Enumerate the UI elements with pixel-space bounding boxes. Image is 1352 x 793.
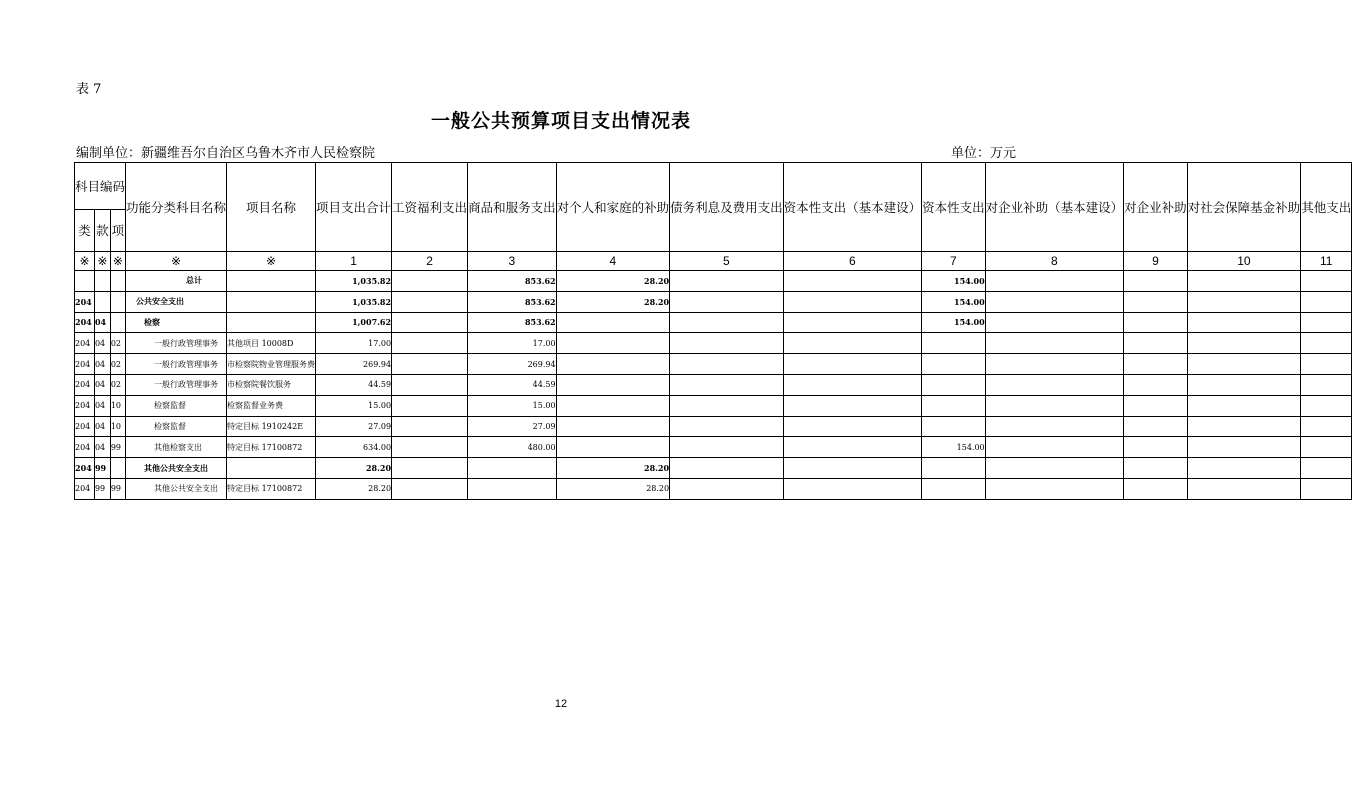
value-cell	[1124, 312, 1188, 333]
value-cell	[922, 478, 986, 499]
index-cell: 7	[922, 252, 986, 271]
value-cell: 27.09	[468, 416, 557, 437]
header-col-10: 对社会保障基金补助	[1187, 163, 1301, 252]
value-cell: 44.59	[468, 374, 557, 395]
page-number: 12	[554, 698, 568, 710]
value-cell	[392, 416, 468, 437]
code-xiang-cell: 10	[110, 416, 125, 437]
value-cell	[670, 312, 784, 333]
value-cell	[783, 312, 922, 333]
code-kuan-cell: 04	[94, 354, 110, 375]
index-cell: 8	[985, 252, 1124, 271]
table-row	[75, 354, 1352, 375]
value-cell	[1124, 374, 1188, 395]
code-kuan-cell: 04	[94, 374, 110, 395]
value-cell	[985, 458, 1124, 479]
code-xiang-cell	[110, 312, 125, 333]
value-cell: 17.00	[316, 333, 392, 354]
project-name-cell	[227, 291, 316, 312]
value-cell: 28.20	[316, 478, 392, 499]
header-function-name: 功能分类科目名称	[126, 163, 227, 252]
value-cell	[670, 437, 784, 458]
function-name-cell: 一般行政管理事务	[126, 354, 227, 375]
value-cell	[556, 354, 670, 375]
index-cell: ※	[94, 252, 110, 271]
value-cell	[1124, 291, 1188, 312]
value-cell	[1301, 458, 1352, 479]
value-cell	[1301, 354, 1352, 375]
value-cell	[985, 478, 1124, 499]
value-cell: 154.00	[922, 437, 986, 458]
page-title: 一般公共预算项目支出情况表	[430, 110, 691, 132]
project-name-cell: 市检察院物业管理服务费	[227, 354, 316, 375]
index-cell: 11	[1301, 252, 1352, 271]
value-cell	[985, 354, 1124, 375]
function-name-cell: 检察监督	[126, 416, 227, 437]
value-cell	[985, 374, 1124, 395]
code-xiang-cell	[110, 271, 125, 292]
value-cell	[392, 354, 468, 375]
code-lei-cell: 204	[75, 395, 95, 416]
value-cell	[1124, 271, 1188, 292]
value-cell	[783, 478, 922, 499]
value-cell	[1124, 478, 1188, 499]
code-lei-cell: 204	[75, 333, 95, 354]
index-cell: 1	[316, 252, 392, 271]
header-col-9: 对企业补助	[1124, 163, 1188, 252]
value-cell	[1187, 395, 1301, 416]
project-name-cell	[227, 312, 316, 333]
code-lei-cell: 204	[75, 354, 95, 375]
value-cell	[392, 271, 468, 292]
value-cell	[1187, 291, 1301, 312]
value-cell: 28.20	[316, 458, 392, 479]
header-col-11: 其他支出	[1301, 163, 1352, 252]
value-cell: 28.20	[556, 478, 670, 499]
index-cell: ※	[75, 252, 95, 271]
value-cell	[1301, 333, 1352, 354]
code-kuan-cell: 99	[94, 458, 110, 479]
value-cell	[783, 374, 922, 395]
code-kuan-cell: 99	[94, 478, 110, 499]
value-cell	[392, 478, 468, 499]
value-cell: 634.00	[316, 437, 392, 458]
organization-label: 编制单位：新疆维吾尔自治区乌鲁木齐市人民检察院	[76, 146, 376, 161]
value-cell	[985, 395, 1124, 416]
value-cell: 480.00	[468, 437, 557, 458]
value-cell	[1301, 374, 1352, 395]
value-cell	[783, 354, 922, 375]
value-cell	[1124, 333, 1188, 354]
value-cell	[783, 395, 922, 416]
code-kuan-cell: 04	[94, 312, 110, 333]
project-name-cell: 检察监督业务费	[227, 395, 316, 416]
value-cell	[985, 416, 1124, 437]
value-cell	[556, 312, 670, 333]
table-row	[75, 458, 1352, 479]
value-cell	[985, 271, 1124, 292]
value-cell	[1187, 354, 1301, 375]
function-name-cell: 检察	[126, 312, 227, 333]
index-cell: 3	[468, 252, 557, 271]
value-cell: 269.94	[468, 354, 557, 375]
value-cell	[1124, 395, 1188, 416]
value-cell	[1187, 271, 1301, 292]
value-cell	[1187, 458, 1301, 479]
index-cell: 6	[783, 252, 922, 271]
header-col-4: 对个人和家庭的补助	[556, 163, 670, 252]
value-cell	[1301, 271, 1352, 292]
header-col-3: 商品和服务支出	[468, 163, 557, 252]
value-cell: 28.20	[556, 291, 670, 312]
value-cell	[783, 458, 922, 479]
value-cell	[556, 437, 670, 458]
code-kuan-cell	[94, 271, 110, 292]
value-cell	[783, 416, 922, 437]
project-name-cell: 市检察院餐饮服务	[227, 374, 316, 395]
index-cell: 5	[670, 252, 784, 271]
table-row	[75, 437, 1352, 458]
header-kuan: 款	[94, 210, 110, 252]
table-row	[75, 271, 1352, 292]
table-row	[75, 416, 1352, 437]
table-number-label: 表 7	[76, 82, 102, 97]
index-cell: ※	[227, 252, 316, 271]
value-cell	[922, 458, 986, 479]
table-row	[75, 333, 1352, 354]
value-cell	[1301, 312, 1352, 333]
value-cell	[670, 271, 784, 292]
value-cell	[670, 354, 784, 375]
value-cell	[670, 291, 784, 312]
value-cell	[1301, 416, 1352, 437]
value-cell	[922, 354, 986, 375]
value-cell	[468, 478, 557, 499]
value-cell	[1187, 478, 1301, 499]
value-cell	[556, 374, 670, 395]
table-row	[75, 374, 1352, 395]
value-cell	[1187, 416, 1301, 437]
value-cell: 154.00	[922, 271, 986, 292]
code-lei-cell	[75, 271, 95, 292]
value-cell	[922, 333, 986, 354]
code-xiang-cell: 99	[110, 437, 125, 458]
value-cell	[392, 374, 468, 395]
project-name-cell: 特定目标 1910242E	[227, 416, 316, 437]
value-cell	[392, 395, 468, 416]
value-cell	[922, 395, 986, 416]
value-cell	[670, 458, 784, 479]
value-cell: 1,035.82	[316, 271, 392, 292]
value-cell: 154.00	[922, 312, 986, 333]
value-cell: 17.00	[468, 333, 557, 354]
function-name-cell: 一般行政管理事务	[126, 333, 227, 354]
code-lei-cell: 204	[75, 312, 95, 333]
value-cell	[783, 271, 922, 292]
table-row	[75, 395, 1352, 416]
value-cell	[1301, 291, 1352, 312]
project-name-cell: 特定目标 17100872	[227, 478, 316, 499]
value-cell	[985, 312, 1124, 333]
value-cell	[1124, 458, 1188, 479]
index-cell: 9	[1124, 252, 1188, 271]
value-cell	[1301, 478, 1352, 499]
code-kuan-cell: 04	[94, 395, 110, 416]
function-name-cell: 公共安全支出	[126, 291, 227, 312]
value-cell: 269.94	[316, 354, 392, 375]
code-xiang-cell	[110, 458, 125, 479]
value-cell	[985, 437, 1124, 458]
value-cell	[392, 437, 468, 458]
header-code-group: 科目编码	[75, 163, 126, 210]
value-cell	[1187, 437, 1301, 458]
value-cell	[1301, 395, 1352, 416]
value-cell: 853.62	[468, 312, 557, 333]
function-name-cell: 总计	[126, 271, 227, 292]
code-lei-cell: 204	[75, 458, 95, 479]
project-name-cell: 特定目标 17100872	[227, 437, 316, 458]
value-cell	[985, 291, 1124, 312]
project-name-cell: 其他项目 10008D	[227, 333, 316, 354]
value-cell: 1,035.82	[316, 291, 392, 312]
function-name-cell: 检察监督	[126, 395, 227, 416]
value-cell	[1124, 437, 1188, 458]
code-xiang-cell	[110, 291, 125, 312]
value-cell	[392, 458, 468, 479]
header-col-7: 资本性支出	[922, 163, 986, 252]
value-cell	[392, 312, 468, 333]
function-name-cell: 其他公共安全支出	[126, 478, 227, 499]
header-project-name: 项目名称	[227, 163, 316, 252]
code-lei-cell: 204	[75, 374, 95, 395]
header-col-1: 项目支出合计	[316, 163, 392, 252]
function-name-cell: 其他检察支出	[126, 437, 227, 458]
code-xiang-cell: 02	[110, 374, 125, 395]
value-cell: 44.59	[316, 374, 392, 395]
value-cell	[670, 374, 784, 395]
value-cell	[783, 333, 922, 354]
project-name-cell	[227, 271, 316, 292]
value-cell: 28.20	[556, 271, 670, 292]
header-xiang: 项	[110, 210, 125, 252]
code-lei-cell: 204	[75, 437, 95, 458]
value-cell	[1301, 437, 1352, 458]
value-cell	[556, 395, 670, 416]
value-cell	[783, 437, 922, 458]
function-name-cell: 一般行政管理事务	[126, 374, 227, 395]
index-cell: 10	[1187, 252, 1301, 271]
value-cell	[556, 416, 670, 437]
header-col-2: 工资福利支出	[392, 163, 468, 252]
value-cell: 853.62	[468, 271, 557, 292]
code-xiang-cell: 02	[110, 333, 125, 354]
value-cell	[670, 478, 784, 499]
index-cell: ※	[110, 252, 125, 271]
value-cell	[670, 395, 784, 416]
code-xiang-cell: 99	[110, 478, 125, 499]
code-lei-cell: 204	[75, 416, 95, 437]
index-cell: ※	[126, 252, 227, 271]
code-kuan-cell	[94, 291, 110, 312]
value-cell: 853.62	[468, 291, 557, 312]
project-name-cell	[227, 458, 316, 479]
value-cell	[392, 333, 468, 354]
header-col-8: 对企业补助（基本建设）	[985, 163, 1124, 252]
value-cell	[1187, 374, 1301, 395]
value-cell	[985, 333, 1124, 354]
code-kuan-cell: 04	[94, 437, 110, 458]
value-cell: 27.09	[316, 416, 392, 437]
value-cell	[468, 458, 557, 479]
code-xiang-cell: 10	[110, 395, 125, 416]
code-kuan-cell: 04	[94, 416, 110, 437]
value-cell	[392, 291, 468, 312]
value-cell	[922, 374, 986, 395]
index-cell: 2	[392, 252, 468, 271]
unit-label: 单位：万元	[950, 146, 1016, 161]
value-cell	[1124, 354, 1188, 375]
code-xiang-cell: 02	[110, 354, 125, 375]
index-cell: 4	[556, 252, 670, 271]
code-lei-cell: 204	[75, 291, 95, 312]
value-cell	[1187, 312, 1301, 333]
value-cell	[1187, 333, 1301, 354]
header-lei: 类	[75, 210, 95, 252]
value-cell: 28.20	[556, 458, 670, 479]
value-cell: 15.00	[316, 395, 392, 416]
column-index-row	[75, 252, 1352, 271]
value-cell	[556, 333, 670, 354]
header-col-6: 资本性支出（基本建设）	[783, 163, 922, 252]
value-cell	[783, 291, 922, 312]
header-col-5: 债务利息及费用支出	[670, 163, 784, 252]
value-cell: 154.00	[922, 291, 986, 312]
value-cell: 1,007.62	[316, 312, 392, 333]
budget-table	[74, 162, 1352, 500]
table-row	[75, 291, 1352, 312]
code-kuan-cell: 04	[94, 333, 110, 354]
value-cell	[670, 416, 784, 437]
value-cell	[1124, 416, 1188, 437]
table-row	[75, 312, 1352, 333]
value-cell: 15.00	[468, 395, 557, 416]
value-cell	[670, 333, 784, 354]
function-name-cell: 其他公共安全支出	[126, 458, 227, 479]
table-row	[75, 478, 1352, 499]
code-lei-cell: 204	[75, 478, 95, 499]
value-cell	[922, 416, 986, 437]
